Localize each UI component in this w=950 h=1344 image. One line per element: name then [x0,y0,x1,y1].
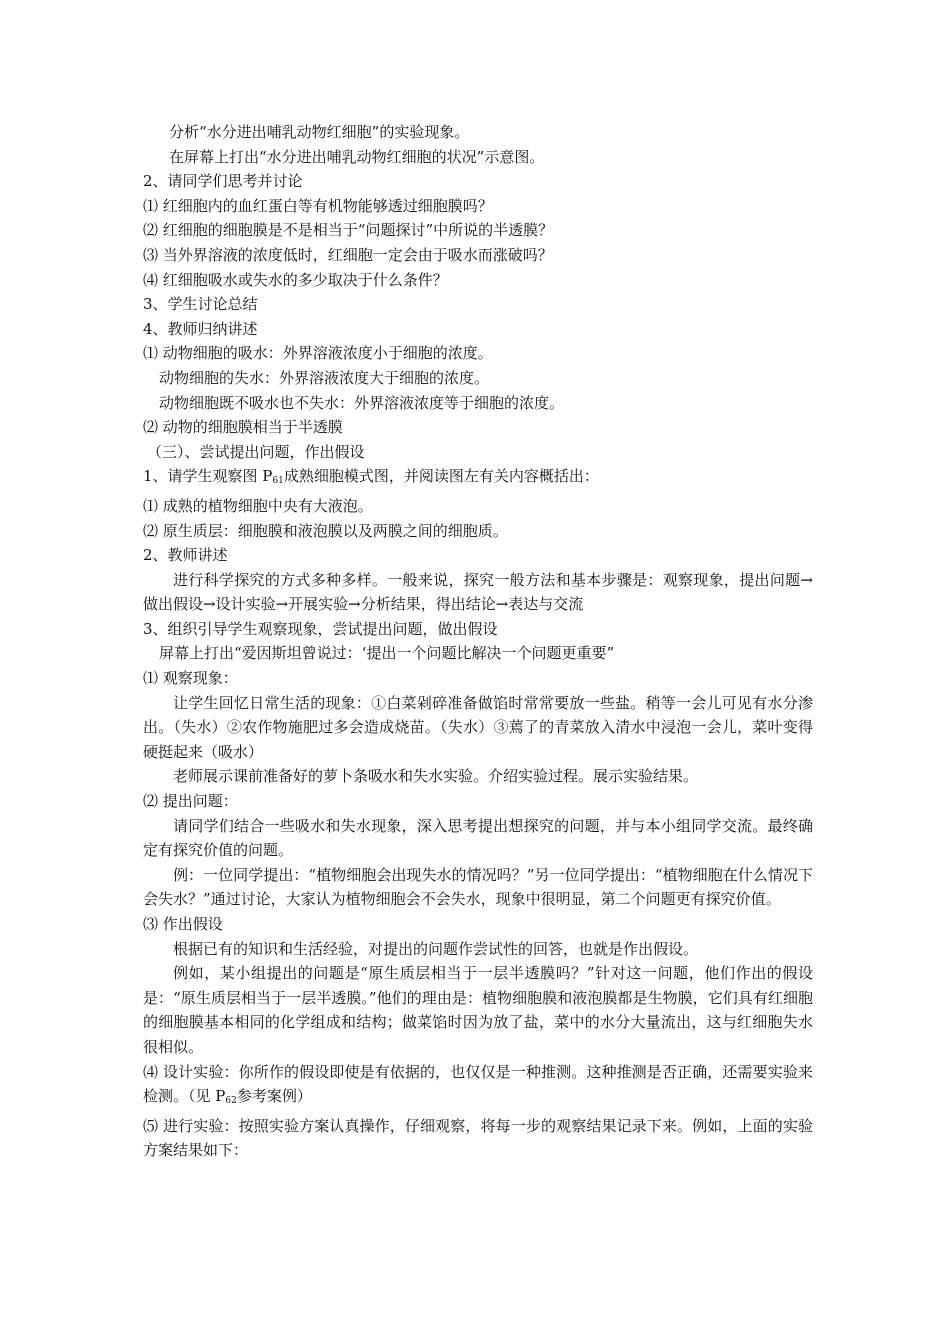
text-run: 1、请学生观察图 P [143,467,273,486]
list-item [143,1060,813,1114]
paragraph: 请同学们结合一些吸水和失水现象，深入思考提出想探究的问题，并与本小组同学交流。最终确定有探究价值的问题。 [143,816,813,860]
list-item: ⑴ 动物细胞的吸水：外界溶液浓度小于细胞的浓度。 [143,344,493,363]
paragraph: 进行科学探究的方式多种多样。一般来说，探究一般方法和基本步骤是：观察现象，提出问题→做出假设→设计实验→开展实验→分析结果，得出结论→表达与交流 [143,570,813,614]
section-heading: （三）、尝试提出问题，作出假设 [147,442,365,461]
paragraph: 分析“水分进出哺乳动物红细胞”的实验现象。 [169,123,470,141]
text-run: ⑷ 设计实验：你所作的假设即使是有依据的，也仅仅是一种推测。这种推测是否正确，还需要实验来检测。（见 P [143,1062,813,1106]
paragraph [143,464,813,494]
text-run: 参考案例） [236,1087,312,1106]
list-item: ⑵ 动物的细胞膜相当于半透膜 [143,418,343,437]
text-run: 成熟细胞模式图，并阅读图左有关内容概括出： [283,467,599,486]
list-item: ⑴ 成熟的植物细胞中央有大液泡。 [143,496,373,515]
section-heading: 2、教师讲述 [143,546,228,565]
list-item: ⑵ 原生质层：细胞膜和液泡膜以及两膜之间的细胞质。 [143,521,508,540]
section-heading: 2、请同学们思考并讨论 [143,172,303,191]
paragraph: 动物细胞既不吸水也不失水：外界溶液浓度等于细胞的浓度。 [159,393,565,412]
paragraph: 例：一位同学提出：“植物细胞会出现失水的情况吗？”另一位同学提出：“植物细胞在什么情况下会失水？”通过讨论，大家认为植物细胞会不会失水，现象中很明显，第二个问题更有探究价值。 [143,865,813,909]
paragraph: 屏幕上打出“爱因斯坦曾说过：‘提出一个问题比解决一个问题更重要” [159,644,615,663]
list-item: ⑶ 当外界溶液的浓度低时，红细胞一定会由于吸水而涨破吗？ [143,245,553,264]
list-item: ⑸ 进行实验：按照实验方案认真操作，仔细观察，将每一步的观察结果记录下来。例如，上面的实验方案结果如下： [143,1116,813,1160]
section-heading: 3、组织引导学生观察现象，尝试提出问题，做出假设 [143,619,498,638]
paragraph: 例如，某小组提出的问题是“原生质层相当于一层半透膜吗？”针对这一问题，他们作出的假设是：“原生质层相当于一层半透膜。”他们的理由是：植物细胞膜和液泡膜都是生物膜，它们具有红细胞的细胞膜基本相同的化学组成和结构；做菜馅时因为放了盐，菜中的水分大量流出，这与红细胞失水很相似。 [143,964,813,1056]
list-item: ⑶ 作出假设 [143,915,223,933]
list-item: ⑵ 红细胞的细胞膜是不是相当于“问题探讨”中所说的半透膜？ [143,221,554,240]
paragraph: 老师展示课前准备好的萝卜条吸水和失水实验。介绍实验过程。展示实验结果。 [173,767,699,786]
list-item: ⑴ 红细胞内的血红蛋白等有机物能够透过细胞膜吗？ [143,196,493,215]
document-body [143,120,813,1163]
list-item: ⑴ 观察现象： [143,669,238,688]
paragraph: 动物细胞的失水：外界溶液浓度大于细胞的浓度。 [159,368,490,387]
section-heading: 3、学生讨论总结 [143,295,258,314]
list-item: ⑷ 红细胞吸水或失水的多少取决于什么条件？ [143,270,448,289]
paragraph: 让学生回忆日常生活的现象：①白菜剁碎准备做馅时常常要放一些盐。稍等一会儿可见有水分渗出。（失水）②农作物施肥过多会造成烧苗。（失水）③蔫了的青菜放入清水中浸泡一会儿，菜叶变得硬挺起来（吸水） [143,693,813,761]
paragraph: 在屏幕上打出“水分进出哺乳动物红细胞的状况”示意图。 [169,147,545,166]
page-subscript: 61 [272,476,284,487]
paragraph: 根据已有的知识和生活经验，对提出的问题作尝试性的回答，也就是作出假设。 [173,939,699,958]
section-heading: 4、教师归纳讲述 [143,319,258,338]
list-item: ⑵ 提出问题： [143,792,238,811]
page-subscript: 62 [225,1096,237,1107]
